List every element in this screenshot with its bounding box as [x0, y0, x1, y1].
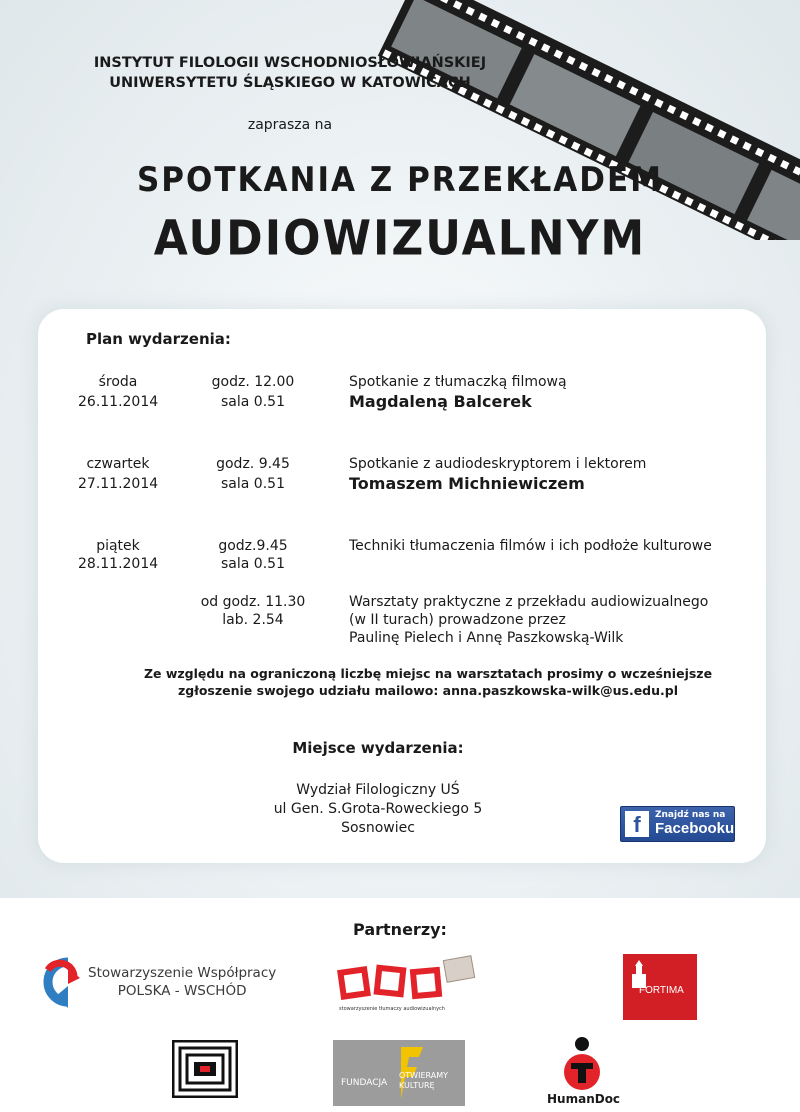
sws-line-2: POLSKA - WSCHÓD [117, 983, 247, 999]
facebook-icon: f [625, 811, 649, 837]
event-day: piątek [96, 538, 140, 554]
fortima-label: FORTIMA [639, 985, 684, 996]
skn-logo-icon [172, 1040, 238, 1098]
partners-section [0, 898, 800, 1112]
event-room: sala 0.51 [221, 476, 285, 492]
venue-line-3: Sosnowiec [341, 820, 415, 836]
event-plan-card [38, 309, 766, 863]
facebook-big-label: Facebooku [655, 820, 735, 837]
fundacja-label: FUNDACJA [341, 1078, 388, 1088]
event-date: 28.11.2014 [78, 556, 159, 572]
arrows-icon [38, 956, 80, 1010]
facebook-small-label: Znajdź nas na [655, 810, 726, 820]
event-time: godz. 12.00 [211, 374, 295, 390]
humandoc-label: HumanDoc [547, 1092, 621, 1106]
institute-name [60, 53, 520, 93]
institute-line-1: INSTYTUT FILOLOGII WSCHODNIOSŁOWIAŃSKIEJ [93, 55, 487, 71]
registration-note-line-1: Ze względu na ograniczoną liczbę miejsc na warsztatach prosimy o wcześniejsze [143, 666, 713, 681]
sta-subtitle: stowarzyszenie tłumaczy audiowizualnych [339, 1006, 445, 1012]
partner-logo-sws [38, 956, 278, 1012]
plan-title: Plan wydarzenia: [86, 330, 231, 348]
partner-logo-sta [333, 954, 493, 1018]
workshop-line-2: (w II turach) prowadzone przez [349, 612, 566, 628]
partner-logo-humandoc [547, 1036, 621, 1110]
fundacja-tagline [399, 1071, 448, 1091]
humandoc-figure-icon [547, 1036, 617, 1092]
workshop-line-1: Warsztaty praktyczne z przekładu audiowizualnego [349, 594, 709, 610]
tower-icon [629, 960, 649, 988]
fundacja-tagline-1: OTWIERAMY [399, 1071, 449, 1080]
workshop-line-3: Paulinę Pielech i Annę Paszkowską-Wilk [349, 630, 624, 646]
event-date: 26.11.2014 [78, 394, 159, 410]
partner-logo-skn [172, 1040, 238, 1104]
institute-line-2: UNIWERSYTETU ŚLĄSKIEGO W KATOWICACH [109, 75, 471, 91]
facebook-button[interactable] [620, 806, 735, 842]
event-person: Tomaszem Michniewiczem [349, 474, 585, 493]
fundacja-tagline-2: KULTURĘ [399, 1081, 435, 1090]
event-time: godz.9.45 [218, 538, 288, 554]
registration-note-line-2: zgłoszenie swojego udziału mailowo: anna.paszkowska-wilk@us.edu.pl [177, 683, 679, 698]
event-day: środa [98, 374, 138, 390]
event-description: Techniki tłumaczenia filmów i ich podłoże kulturowe [349, 538, 712, 554]
venue-line-1: Wydział Filologiczny UŚ [296, 782, 460, 798]
workshop-time: od godz. 11.30 [200, 594, 306, 610]
event-description: Spotkanie z audiodeskryptorem i lektorem [349, 456, 647, 472]
event-room: sala 0.51 [221, 556, 285, 572]
event-date: 27.11.2014 [78, 476, 159, 492]
event-time: godz. 9.45 [216, 456, 290, 472]
sws-name [88, 964, 276, 1000]
title-line-2: AUDIOWIZUALNYM [153, 210, 647, 267]
event-description: Spotkanie z tłumaczką filmową [349, 374, 567, 390]
partners-title: Partnerzy: [353, 920, 447, 939]
workshop-room: lab. 2.54 [222, 612, 284, 628]
venue-title: Miejsce wydarzenia: [292, 739, 464, 757]
sta-logo-icon [333, 954, 483, 1004]
sws-line-1: Stowarzyszenie Współpracy [88, 965, 277, 981]
invites-text: zaprasza na [247, 117, 333, 133]
event-day: czwartek [86, 456, 150, 472]
partner-logo-fortima [623, 954, 697, 1020]
title-line-1: SPOTKANIA Z PRZEKŁADEM [136, 160, 663, 200]
event-person: Magdaleną Balcerek [349, 392, 532, 411]
event-room: sala 0.51 [221, 394, 285, 410]
venue-line-2: ul Gen. S.Grota-Roweckiego 5 [273, 801, 483, 817]
partner-logo-fundacja [333, 1040, 465, 1106]
